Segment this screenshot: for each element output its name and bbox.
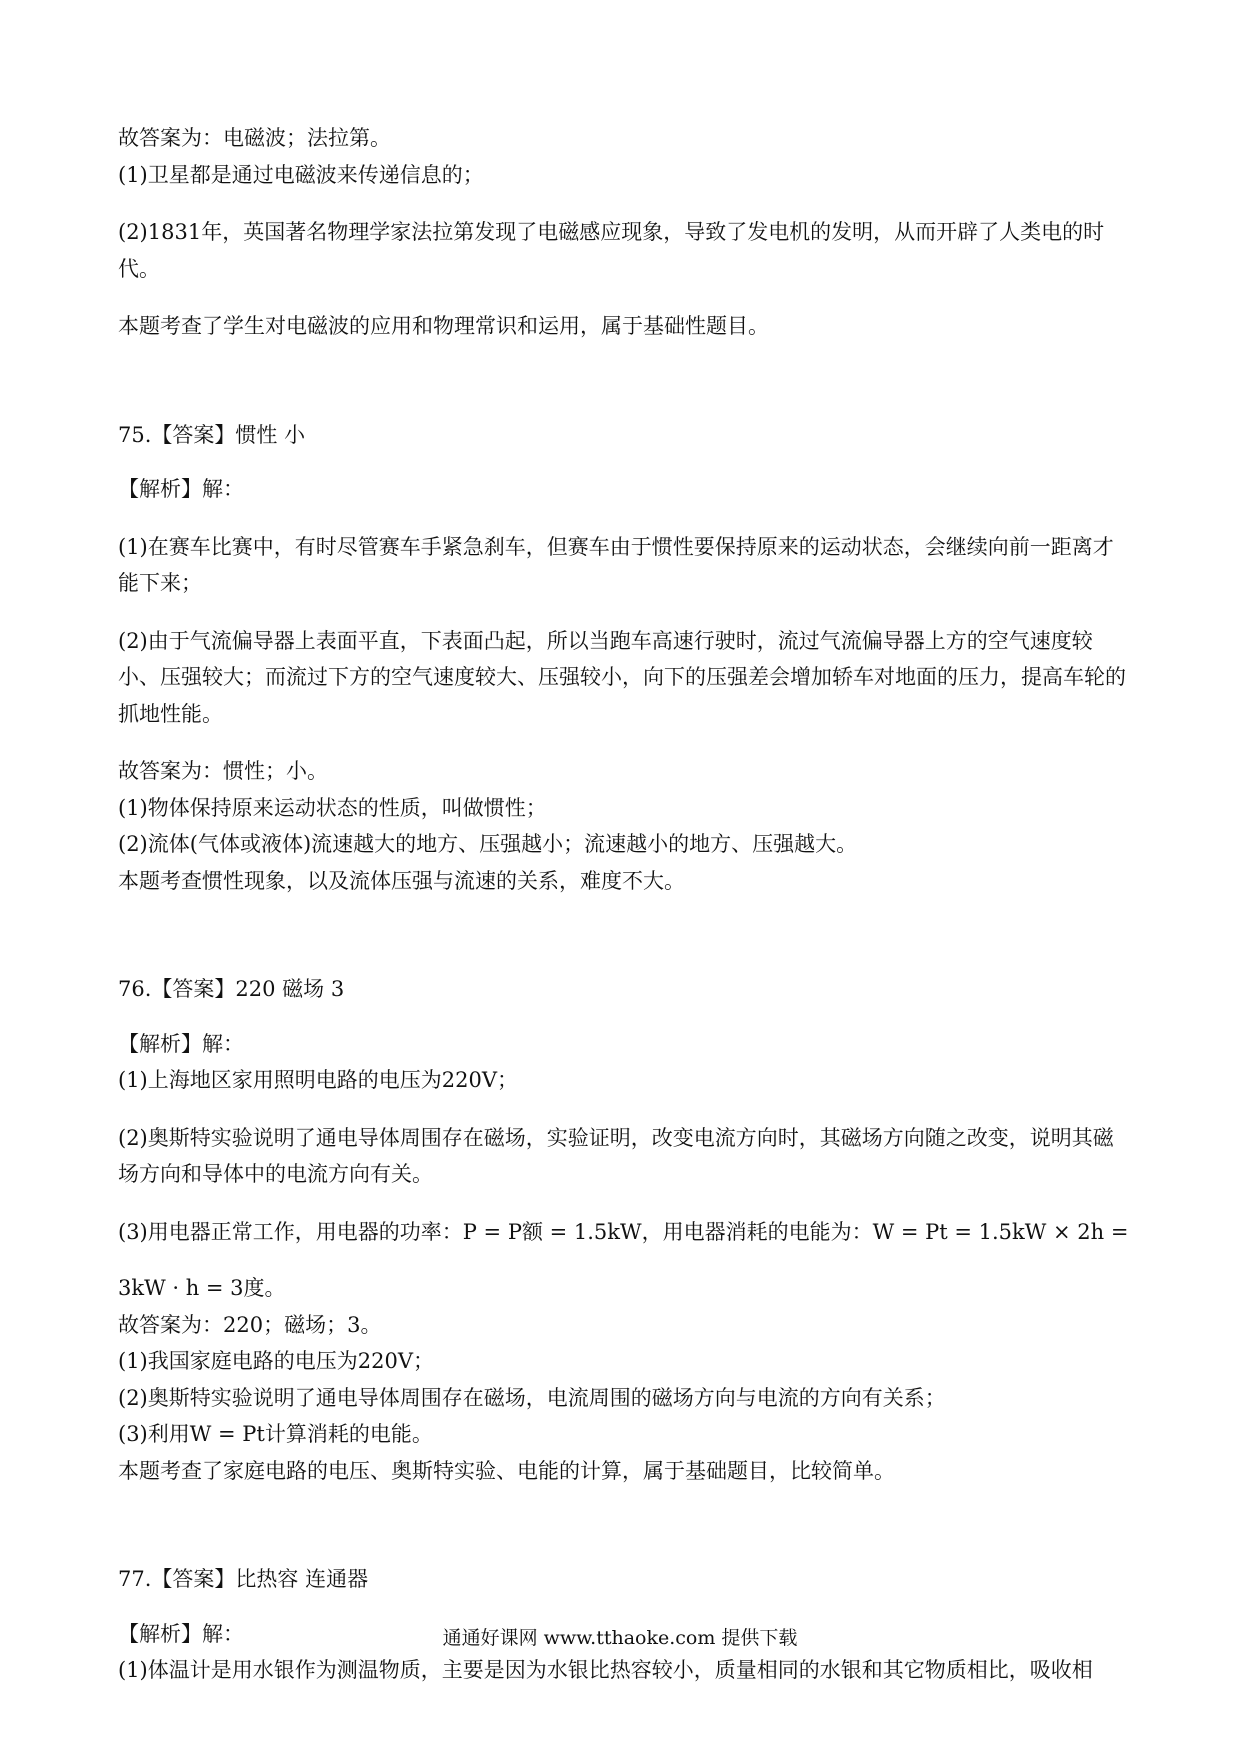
note-3: (3)利用W = Pt计算消耗的电能。 [118, 1422, 433, 1446]
answer-heading: 75.【答案】惯性 小 [118, 422, 306, 447]
analysis-paragraph-3-result: 3kW · h = 3度。 [118, 1276, 286, 1300]
answer-heading: 76.【答案】220 磁场 3 [118, 977, 345, 1001]
conclusion: 本题考查了家庭电路的电压、奥斯特实验、电能的计算，属于基础题目，比较简单。 [118, 1458, 895, 1483]
note-1: (1)卫星都是通过电磁波来传递信息的； [118, 162, 484, 187]
note-2: (2)流体(气体或液体)流速越大的地方、压强越小；流速越小的地方、压强越大。 [118, 832, 858, 856]
question-75 [118, 417, 1128, 900]
analysis-paragraph-1: (1)体温计是用水银作为测温物质，主要是因为水银比热容较小，质量相同的水银和其它物质相比，吸收相 [118, 1658, 1093, 1682]
answer-summary: 故答案为：电磁波；法拉第。 [118, 126, 391, 150]
answer-heading: 77.【答案】比热容 连通器 [118, 1567, 369, 1591]
answer-summary: 故答案为：惯性；小。 [118, 759, 328, 783]
analysis-label: 【解析】解： [118, 477, 244, 501]
note-1: (1)我国家庭电路的电压为220V； [118, 1349, 434, 1373]
analysis-label: 【解析】解： [118, 1031, 244, 1056]
analysis-paragraph-2: (2)奥斯特实验说明了通电导体周围存在磁场，实验证明，改变电流方向时，其磁场方向随之改变，说明其磁场方向和导体中的电流方向有关。 [118, 1125, 1114, 1186]
note-2: (2)1831年，英国著名物理学家法拉第发现了电磁感应现象，导致了发电机的发明，从而开辟了人类电的时代。 [118, 220, 1105, 281]
analysis-label: 【解析】解： [118, 1621, 244, 1646]
question-76 [118, 971, 1128, 1489]
conclusion: 本题考查了学生对电磁波的应用和物理常识和运用，属于基础性题目。 [118, 314, 769, 338]
analysis-paragraph-1: (1)在赛车比赛中，有时尽管赛车手紧急刹车，但赛车由于惯性要保持原来的运动状态，会继续向前一距离才能下来； [118, 534, 1114, 595]
answer-summary: 故答案为：220；磁场；3。 [118, 1312, 382, 1337]
analysis-paragraph-3-formula: (3)用电器正常工作，用电器的功率：P = P额 = 1.5kW，用电器消耗的电能为：W = Pt = 1.5kW × 2h = [118, 1219, 1129, 1244]
note-2: (2)奥斯特实验说明了通电导体周围存在磁场，电流周围的磁场方向与电流的方向有关系； [118, 1385, 946, 1410]
note-1: (1)物体保持原来运动状态的性质，叫做惯性； [118, 795, 547, 820]
conclusion: 本题考查惯性现象，以及流体压强与流速的关系，难度不大。 [118, 868, 685, 893]
analysis-paragraph-1: (1)上海地区家用照明电路的电压为220V； [118, 1068, 518, 1092]
analysis-paragraph-2: (2)由于气流偏导器上表面平直，下表面凸起，所以当跑车高速行驶时，流过气流偏导器上方的空气速度较小、压强较大；而流过下方的空气速度较大、压强较小，向下的压强差会增加轿车对地面的压力，提高车轮的抓地性能。 [118, 628, 1126, 726]
page-footer: 通通好课网 www.tthaoke.com 提供下载 [442, 1627, 798, 1649]
block-74-tail [118, 120, 1128, 345]
page-content [118, 120, 1128, 1689]
